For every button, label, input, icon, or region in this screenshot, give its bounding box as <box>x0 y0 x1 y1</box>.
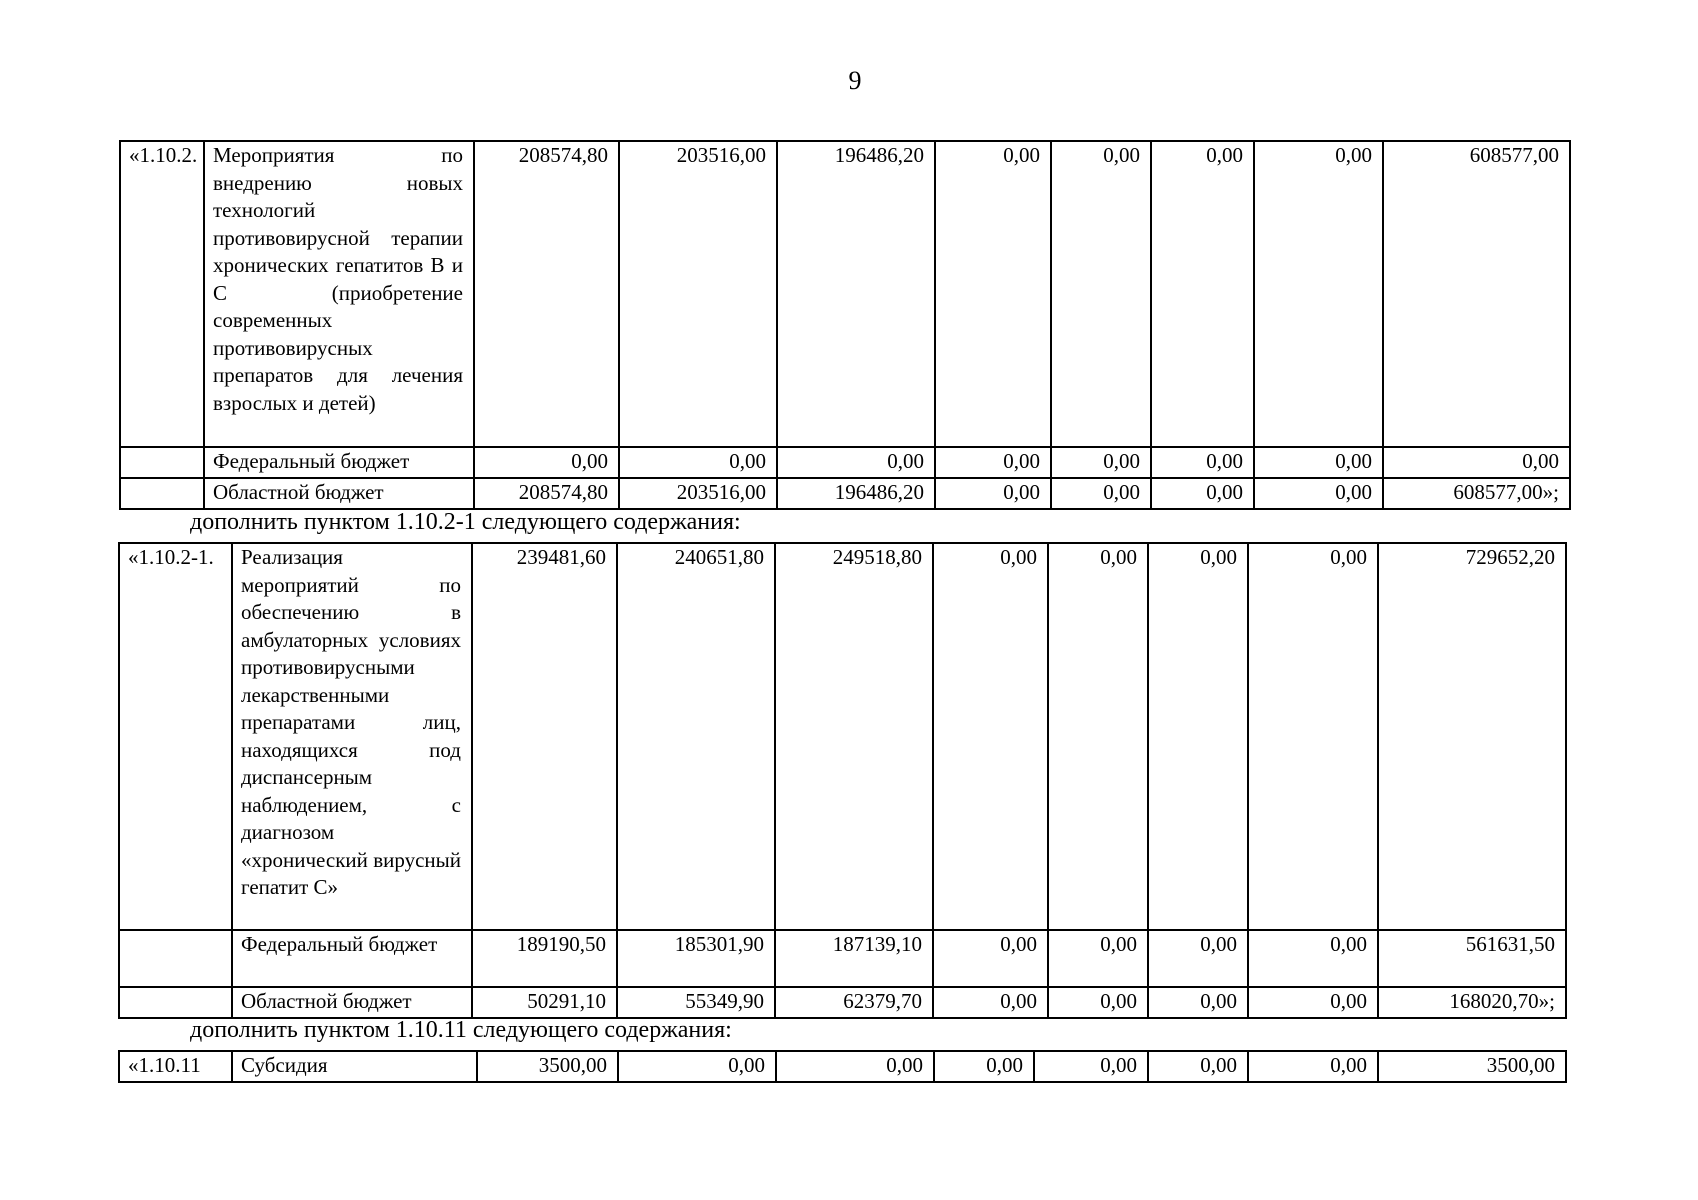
value-cell: 0,00 <box>1148 1051 1248 1082</box>
row-label: Областной бюджет <box>204 478 474 509</box>
value-cell: 239481,60 <box>472 543 617 930</box>
table-row-regional <box>119 987 1566 1018</box>
value-cell: 208574,80 <box>474 478 619 509</box>
page-number: 9 <box>848 66 862 95</box>
total-cell: 3500,00 <box>1378 1051 1566 1082</box>
table-row-main <box>119 1051 1566 1082</box>
value-cell: 0,00 <box>777 447 935 478</box>
value-cell: 0,00 <box>618 1051 776 1082</box>
value-cell: 185301,90 <box>617 930 775 987</box>
value-cell: 0,00 <box>934 1051 1034 1082</box>
value-cell: 0,00 <box>935 141 1051 447</box>
value-cell: 0,00 <box>933 543 1048 930</box>
value-cell: 0,00 <box>933 987 1048 1018</box>
value-cell: 0,00 <box>1254 478 1383 509</box>
value-cell: 187139,10 <box>775 930 933 987</box>
value-cell: 0,00 <box>1151 141 1254 447</box>
value-cell: 203516,00 <box>619 478 777 509</box>
value-cell: 0,00 <box>1051 141 1151 447</box>
value-cell: 0,00 <box>776 1051 934 1082</box>
total-cell: 561631,50 <box>1378 930 1566 987</box>
total-cell: 608577,00 <box>1383 141 1570 447</box>
value-cell: 0,00 <box>1254 447 1383 478</box>
value-cell: 0,00 <box>1151 478 1254 509</box>
table-item-1-10-11 <box>118 1050 1567 1083</box>
row-label: Областной бюджет <box>232 987 472 1018</box>
item-name: Реализация мероприятий по обеспечению в амбулаторных условиях противовирусными лекарственными препаратами лиц, находящихся под диспансерным наблюдением, с диагнозом «хронический вирусный гепатит С» <box>232 543 472 930</box>
value-cell: 0,00 <box>619 447 777 478</box>
value-cell: 0,00 <box>935 478 1051 509</box>
item-code: «1.10.2-1. <box>119 543 232 930</box>
value-cell: 0,00 <box>1051 478 1151 509</box>
value-cell: 203516,00 <box>619 141 777 447</box>
item-name: Субсидия <box>232 1051 477 1082</box>
value-cell: 0,00 <box>1254 141 1383 447</box>
value-cell: 3500,00 <box>477 1051 618 1082</box>
value-cell: 0,00 <box>474 447 619 478</box>
table-row-federal <box>119 930 1566 987</box>
value-cell: 0,00 <box>1248 987 1378 1018</box>
value-cell: 62379,70 <box>775 987 933 1018</box>
total-cell: 168020,70»; <box>1378 987 1566 1018</box>
value-cell: 0,00 <box>1048 930 1148 987</box>
value-cell: 196486,20 <box>777 478 935 509</box>
empty-cell <box>120 447 204 478</box>
value-cell: 0,00 <box>1048 987 1148 1018</box>
total-cell: 729652,20 <box>1378 543 1566 930</box>
value-cell: 249518,80 <box>775 543 933 930</box>
table-row-main <box>119 543 1566 930</box>
table-item-1-10-2 <box>119 140 1571 510</box>
table-row-federal <box>120 447 1570 478</box>
item-code: «1.10.11 <box>119 1051 232 1082</box>
value-cell: 0,00 <box>1034 1051 1148 1082</box>
empty-cell <box>120 478 204 509</box>
item-code: «1.10.2. <box>120 141 204 447</box>
table-item-1-10-2-1 <box>118 542 1567 1019</box>
value-cell: 0,00 <box>935 447 1051 478</box>
value-cell: 0,00 <box>1248 543 1378 930</box>
value-cell: 189190,50 <box>472 930 617 987</box>
total-cell: 608577,00»; <box>1383 478 1570 509</box>
table-row-main <box>120 141 1570 447</box>
value-cell: 0,00 <box>1148 987 1248 1018</box>
value-cell: 0,00 <box>1148 543 1248 930</box>
item-name: Мероприятия по внедрению новых технологий противовирусной терапии хронических гепатитов В и С (приобретение современных противовирусных препаратов для лечения взрослых и детей) <box>204 141 474 447</box>
value-cell: 0,00 <box>1148 930 1248 987</box>
value-cell: 208574,80 <box>474 141 619 447</box>
value-cell: 50291,10 <box>472 987 617 1018</box>
amendment-text: дополнить пунктом 1.10.2-1 следующего содержания: <box>190 509 741 535</box>
value-cell: 196486,20 <box>777 141 935 447</box>
row-label: Федеральный бюджет <box>204 447 474 478</box>
row-label: Федеральный бюджет <box>232 930 472 987</box>
value-cell: 55349,90 <box>617 987 775 1018</box>
value-cell: 0,00 <box>1248 930 1378 987</box>
value-cell: 0,00 <box>1048 543 1148 930</box>
empty-cell <box>119 930 232 987</box>
value-cell: 240651,80 <box>617 543 775 930</box>
value-cell: 0,00 <box>1151 447 1254 478</box>
value-cell: 0,00 <box>933 930 1048 987</box>
total-cell: 0,00 <box>1383 447 1570 478</box>
amendment-text: дополнить пунктом 1.10.11 следующего содержания: <box>190 1017 732 1043</box>
value-cell: 0,00 <box>1051 447 1151 478</box>
value-cell: 0,00 <box>1248 1051 1378 1082</box>
empty-cell <box>119 987 232 1018</box>
table-row-regional <box>120 478 1570 509</box>
